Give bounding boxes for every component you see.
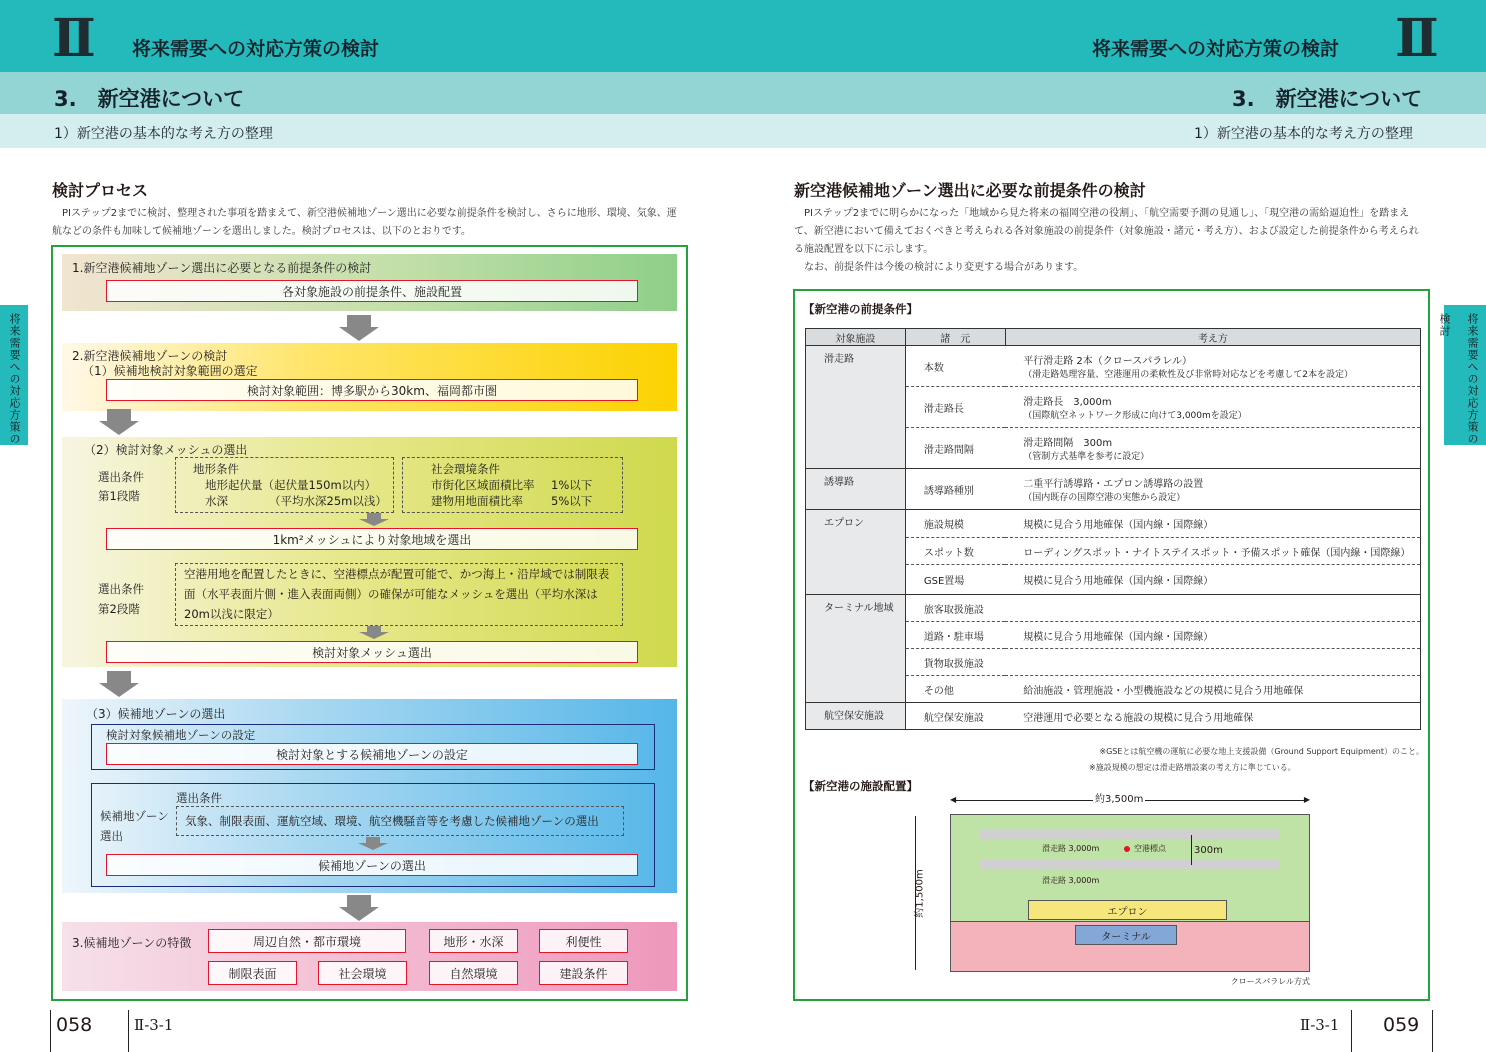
concept-text: 空港運用で必要となる施設の規模に見合う用地確保: [1023, 712, 1254, 724]
terrain-item2-b: （平均水深25m以浅）: [269, 494, 387, 508]
zone-selection-label-a: 候補地ゾーン: [100, 809, 169, 823]
concept-cell: [1005, 538, 1420, 565]
zone-setting-group: [91, 724, 655, 770]
stage3-title: 3.候補地ゾーンの特徴: [72, 936, 192, 950]
facility-name: エプロン: [824, 518, 864, 529]
spec-cell: [905, 469, 1005, 510]
spec-cell: [905, 703, 1005, 730]
left-heading: 検討プロセス: [52, 181, 149, 200]
spec-name: 誘導路種別: [923, 485, 974, 497]
facility-cell: [806, 676, 906, 703]
facility-cell: [806, 428, 906, 469]
mesh-1km-box: 1km²メッシュにより対象地域を選出: [106, 528, 638, 550]
page-number-left: 058: [56, 1014, 93, 1036]
feature-tag: 制限表面: [208, 961, 297, 985]
footer-rule: [1351, 1010, 1352, 1052]
spec-name: その他: [923, 685, 954, 697]
zone-setting-box: 検討対象とする候補地ゾーンの設定: [106, 743, 638, 765]
stage1-panel: [62, 254, 677, 311]
zone-setting-title: 検討対象候補地ゾーンの設定: [106, 728, 256, 742]
spec-name: 旅客取扱施設: [923, 604, 984, 616]
chapter-title-right: 将来需要への対応方策の検討: [1092, 38, 1340, 60]
feature-tag: 自然環境: [429, 961, 518, 985]
spec-cell: [905, 538, 1005, 565]
social-condition-box: [402, 457, 623, 513]
table-row: [806, 595, 1421, 622]
chapter-roman-left: Ⅱ: [52, 8, 92, 69]
side-tab-right: 将来需要への対応方策の検討: [1444, 305, 1486, 445]
arp-label: 空港標点: [1134, 844, 1166, 853]
right-para-line1: PIステップ2までに明らかになった「地域から見た将来の福岡空港の役割」、「航空需要予測の見通し」、「現空港の需給逼迫性」を踏まえ: [794, 208, 1410, 219]
footer-label-left: Ⅱ-3-1: [134, 1016, 174, 1034]
table-row: [806, 538, 1421, 565]
condition2-box: [175, 563, 623, 626]
terrain-item2-a: 水深: [205, 494, 228, 508]
spec-cell: [905, 622, 1005, 649]
side-tab-left: 将来需要への対応方策の: [0, 305, 28, 445]
spec-cell: [905, 595, 1005, 622]
process-frame: [51, 245, 688, 1001]
subsection-title-right: 1）新空港の基本的な考え方の整理: [1194, 126, 1413, 142]
spec-name: 貨物取扱施設: [923, 658, 984, 670]
concept-cell: [1005, 510, 1420, 538]
concept-text: 滑走路間隔 300m: [1023, 438, 1113, 449]
concept-cell: [1005, 346, 1420, 387]
section-title-left: 3. 新空港について: [54, 87, 245, 111]
condition1-label-b: 第1段階: [98, 489, 140, 503]
feature-tag: 周辺自然・都市環境: [208, 929, 406, 953]
stage2-range-panel: [62, 343, 677, 411]
social-title: 社会環境条件: [431, 462, 500, 476]
concept-note: （滑走路処理容量、空港運用の柔軟性及び非常時対応などを考慮して2本を設定）: [1023, 370, 1353, 380]
width-label: 約3,500m: [1093, 790, 1145, 805]
terrain-title: 地形条件: [193, 462, 239, 476]
condition2-label-b: 第2段階: [98, 602, 140, 616]
facility-cell: [806, 469, 906, 510]
apron-area: エプロン: [1028, 900, 1227, 920]
condition2-text-line3: 20m以浅に限定）: [184, 607, 279, 621]
spec-name: 航空保安施設: [923, 712, 984, 724]
table-note2: ※施設規模の想定は滑走路増設案の考え方に準じている。: [1089, 763, 1296, 772]
facility-cell: [806, 346, 906, 387]
conditions-table: [805, 328, 1421, 730]
concept-cell: [1005, 595, 1420, 622]
spec-name: GSE置場: [923, 576, 965, 587]
concept-note: （国際航空ネットワーク形成に向けて3,000mを設定）: [1023, 411, 1247, 421]
section-title-right: 3. 新空港について: [1232, 87, 1423, 111]
concept-cell: [1005, 565, 1420, 595]
feature-tag: 社会環境: [318, 961, 407, 985]
facility-cell: [806, 510, 906, 538]
zone-selection-group: [91, 783, 655, 887]
down-arrow: [99, 409, 139, 437]
condition2-label-a: 選出条件: [98, 582, 144, 596]
zone-selected-box: 候補地ゾーンの選出: [106, 854, 638, 876]
layout-caption: クロースパラレル方式: [1230, 977, 1310, 986]
right-para-line2: て、新空港において備えておくべきと考えられる各対象施設の前提条件（対象施設・諸元・考え方）、および設定した前提条件から考えられ: [794, 226, 1419, 237]
right-para-line4: なお、前提条件は今後の検討により変更する場合があります。: [794, 262, 1084, 273]
table-row: [806, 387, 1421, 428]
stage2-sub1: （1）候補地検討対象範囲の選定: [82, 364, 258, 378]
table-row: [806, 428, 1421, 469]
table-row: [806, 565, 1421, 595]
spec-name: 道路・駐車場: [923, 631, 984, 643]
stage2-mesh-panel: [62, 437, 677, 667]
spec-cell: [905, 346, 1005, 387]
runway2-label: 滑走路 3,000m: [1042, 876, 1100, 885]
concept-text: 規模に見合う用地確保（国内線・国際線）: [1023, 631, 1214, 643]
concept-cell: [1005, 649, 1420, 676]
right-heading: 新空港候補地ゾーン選出に必要な前提条件の検討: [794, 181, 1146, 200]
chapter-roman-right: Ⅱ: [1395, 8, 1435, 69]
table-row: [806, 649, 1421, 676]
conditions-title: 【新空港の前提条件】: [803, 302, 918, 316]
table-header: 諸 元: [905, 329, 1005, 346]
chapter-title-left: 将来需要への対応方策の検討: [132, 38, 380, 60]
concept-note: （国内既存の国際空港の実態から設定）: [1023, 493, 1186, 503]
dimension-arrow-left: ◀: [950, 795, 957, 804]
facility-name: ターミナル地域: [824, 603, 894, 614]
facility-cell: [806, 565, 906, 595]
left-para-line1: PIステップ2までに検討、整理された事項を踏まえて、新空港候補地ゾーン選出に必要な前提条件を検討し、さらに地形、環境、気象、運: [52, 208, 677, 219]
concept-cell: [1005, 428, 1420, 469]
down-arrow: [339, 315, 379, 343]
facility-name: 滑走路: [824, 354, 854, 365]
social-item2-b: 5%以下: [551, 494, 593, 508]
table-header: 対象施設: [806, 329, 906, 346]
table-row: [806, 469, 1421, 510]
runway1-label: 滑走路 3,000m: [1042, 844, 1100, 853]
concept-note: （管制方式基準を参考に設定）: [1023, 452, 1150, 462]
table-note1: ※GSEとは航空機の運航に必要な地上支援設備（Ground Support Equipment）のこと。: [1099, 747, 1424, 756]
spec-cell: [905, 387, 1005, 428]
dimension-arrow-right: ▶: [1303, 795, 1310, 804]
spec-cell: [905, 649, 1005, 676]
concept-text: 滑走路長 3,000m: [1023, 397, 1112, 408]
footer-label-right: Ⅱ-3-1: [1300, 1016, 1340, 1034]
facility-cell: [806, 649, 906, 676]
footer-rule: [50, 1010, 51, 1052]
stage2-zone-panel: [62, 699, 677, 893]
concept-cell: [1005, 387, 1420, 428]
social-item1-a: 市街化区域面積比率: [431, 478, 535, 492]
right-para-line3: る施設配置を以下に示します。: [794, 244, 934, 255]
mesh-selected-box: 検討対象メッシュ選出: [106, 641, 638, 663]
stage1-box: 各対象施設の前提条件、施設配置: [106, 280, 638, 302]
concept-cell: [1005, 622, 1420, 649]
spec-name: スポット数: [923, 547, 974, 559]
table-row: [806, 676, 1421, 703]
facility-cell: [806, 538, 906, 565]
stage2-sub3: （3）候補地ゾーンの選出: [86, 707, 226, 721]
table-header: 考え方: [1005, 329, 1420, 346]
condition2-text-line1: 空港用地を配置したときに、空港標点が配置可能で、かつ海上・沿岸域では制限表: [184, 567, 610, 581]
subsection-title-left: 1）新空港の基本的な考え方の整理: [54, 126, 273, 142]
concept-text: 給油施設・管理施設・小型機施設などの規模に見合う用地確保: [1023, 685, 1304, 697]
zone-selection-condition-title: 選出条件: [176, 791, 222, 805]
concept-text: ローディングスポット・ナイトステイスポット・予備スポット確保（国内線・国際線）: [1023, 547, 1411, 559]
table-row: [806, 703, 1421, 730]
facility-name: 誘導路: [824, 477, 854, 488]
separation-label: 300m: [1194, 845, 1223, 856]
facility-cell: [806, 703, 906, 730]
feature-tag: 利便性: [539, 929, 628, 953]
concept-text: 平行滑走路 2本（クロースパラレル）: [1023, 356, 1193, 367]
runway-1: [980, 830, 1280, 840]
concept-text: 二重平行誘導路・エプロン誘導路の設置: [1023, 479, 1204, 490]
separation-line: [1191, 835, 1192, 865]
facility-cell: [806, 595, 906, 622]
spec-name: 滑走路長: [923, 403, 964, 415]
concept-cell: [1005, 676, 1420, 703]
spec-cell: [905, 565, 1005, 595]
spec-cell: [905, 428, 1005, 469]
social-item2-a: 建物用地面積比率: [431, 494, 523, 508]
page-number-right: 059: [1383, 1014, 1420, 1036]
condition1-label-a: 選出条件: [98, 470, 144, 484]
airport-reference-point: [1124, 846, 1130, 852]
height-label: 約1,500m: [914, 869, 926, 918]
social-item1-b: 1%以下: [551, 478, 593, 492]
facility-name: 航空保安施設: [824, 711, 884, 722]
spec-name: 施設規模: [923, 520, 964, 531]
footer-rule: [128, 1010, 129, 1052]
spec-cell: [905, 510, 1005, 538]
down-arrow: [339, 895, 379, 923]
spec-name: 本数: [923, 362, 944, 374]
facility-cell: [806, 622, 906, 649]
concept-text: 規模に見合う用地確保（国内線・国際線）: [1023, 576, 1214, 587]
spec-cell: [905, 676, 1005, 703]
facility-layout-diagram: [914, 790, 1310, 986]
terrain-item1: 地形起伏量（起伏量150m以内）: [205, 478, 377, 492]
conditions-frame: [793, 289, 1430, 1001]
left-para-line2: 航などの条件も加味して候補地ゾーンを選出しました。検討プロセスは、以下のとおりです。: [52, 226, 471, 237]
stage2-title: 2.新空港候補地ゾーンの検討: [72, 349, 228, 363]
condition2-text-line2: 面（水平表面片側・進入表面両側）の確保が可能なメッシュを選出（平均水深は: [184, 587, 598, 601]
runway-2: [980, 860, 1280, 870]
range-box: 検討対象範囲：博多駅から30km、福岡都市圏: [106, 379, 638, 401]
stage2-sub2: （2）検討対象メッシュの選出: [84, 443, 248, 457]
zone-selection-condition-box: 気象、制限表面、運航空域、環境、航空機騒音等を考慮した候補地ゾーンの選出: [176, 806, 624, 836]
layout-title: 【新空港の施設配置】: [803, 779, 918, 793]
spec-name: 滑走路間隔: [923, 444, 974, 456]
concept-cell: [1005, 703, 1420, 730]
stage1-title: 1.新空港候補地ゾーン選出に必要となる前提条件の検討: [72, 261, 372, 275]
down-arrow: [99, 671, 139, 699]
terrain-condition-box: [175, 457, 394, 513]
zone-selection-label-b: 選出: [100, 829, 123, 843]
concept-text: 規模に見合う用地確保（国内線・国際線）: [1023, 520, 1214, 531]
table-row: [806, 622, 1421, 649]
table-row: [806, 346, 1421, 387]
stage3-panel: [62, 922, 677, 991]
table-row: [806, 510, 1421, 538]
footer-rule: [1432, 1010, 1433, 1052]
facility-cell: [806, 387, 906, 428]
feature-tag: 地形・水深: [429, 929, 518, 953]
concept-cell: [1005, 469, 1420, 510]
terminal-area: ターミナル: [1075, 925, 1177, 945]
feature-tag: 建設条件: [539, 961, 628, 985]
